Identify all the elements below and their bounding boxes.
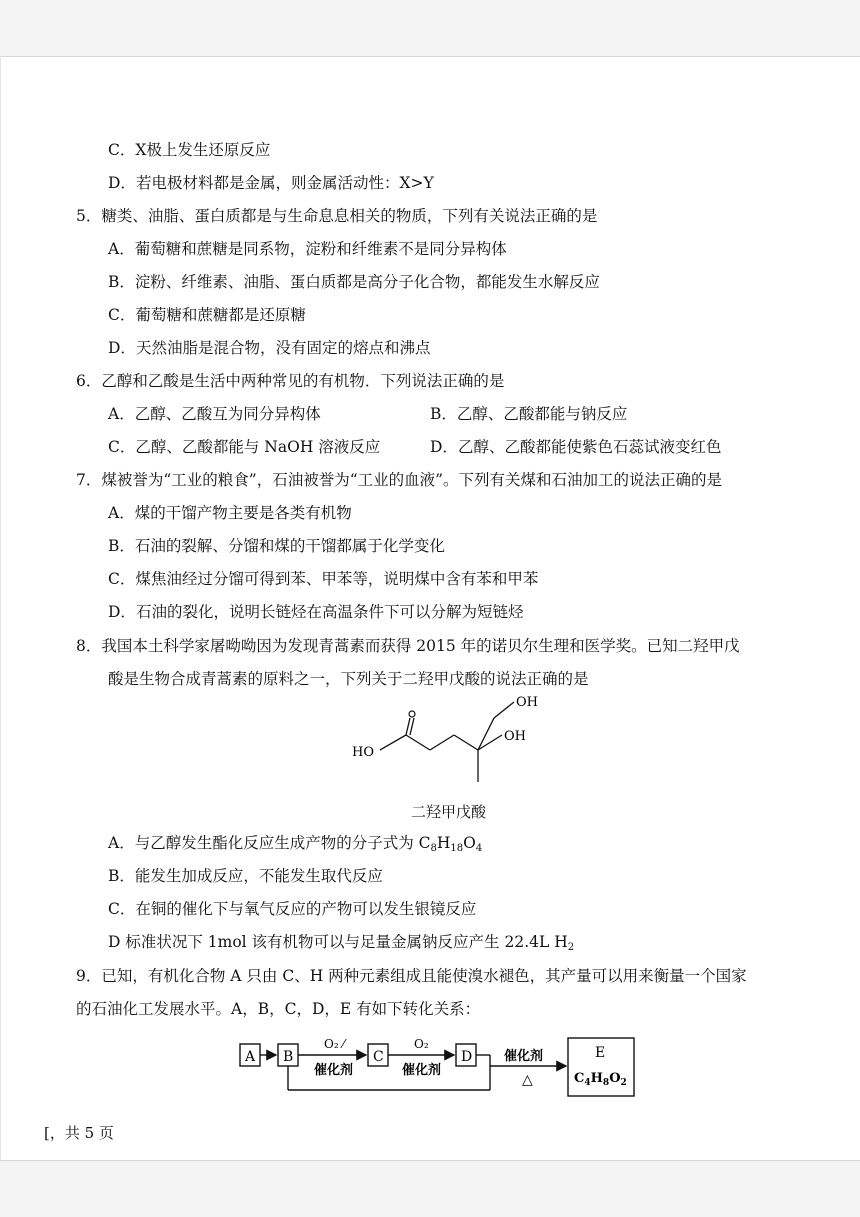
- o2-label-2: O₂: [414, 1037, 429, 1051]
- top-margin-band: [0, 0, 860, 57]
- molecule-structure: [350, 690, 550, 794]
- q7-option-c: C．煤焦油经过分馏可得到苯、甲苯等，说明煤中含有苯和甲苯: [108, 570, 539, 588]
- bottom-margin-band: [0, 1160, 860, 1217]
- q8-option-c: C．在铜的催化下与氧气反应的产物可以发生银镜反应: [108, 900, 477, 918]
- q5-option-d: D．天然油脂是混合物，没有固定的熔点和沸点: [108, 339, 431, 357]
- q8-option-d: D 标准状况下 1mol 该有机物可以与足量金属钠反应产生 22.4L $H_2$: [108, 933, 575, 953]
- q4-option-c: C．X极上发生还原反应: [108, 141, 271, 159]
- q6-option-d: D．乙醇、乙酸都能使紫色石蕊试液变红色: [430, 438, 722, 456]
- q9-stem-line1: 9．已知，有机化合物 A 只由 C、H 两种元素组成且能使溴水褪色，其产量可以用来衡量一个国家: [76, 967, 747, 985]
- label-a: A: [245, 1049, 256, 1065]
- q4-option-d: D．若电极材料都是金属，则金属活动性：X>Y: [108, 174, 434, 192]
- ho-label: HO: [352, 745, 374, 760]
- q5-option-c: C．葡萄糖和蔗糖都是还原糖: [108, 306, 306, 324]
- q5-stem: 5．糖类、油脂、蛋白质都是与生命息息相关的物质，下列有关说法正确的是: [76, 207, 598, 225]
- catalyst-label-2: 催化剂: [402, 1063, 442, 1078]
- q7-option-b: B．石油的裂解、分馏和煤的干馏都属于化学变化: [108, 537, 445, 555]
- label-b: B: [283, 1049, 294, 1065]
- q5-option-b: B．淀粉、纤维素、油脂、蛋白质都是高分子化合物，都能发生水解反应: [108, 273, 600, 291]
- oh-top-label: OH: [516, 695, 538, 710]
- q8-option-b: B．能发生加成反应，不能发生取代反应: [108, 867, 383, 885]
- q7-stem: 7．煤被誉为“工业的粮食”，石油被誉为“工业的血液”。下列有关煤和石油加工的说法正确的是: [76, 471, 723, 489]
- q6-option-c: C．乙醇、乙酸都能与 NaOH 溶液反应: [108, 438, 381, 456]
- q8-option-a: A．与乙醇发生酯化反应生成产物的分子式为 $C_8H_{18}O_4$: [108, 834, 483, 854]
- q8-stem-line2: 酸是生物合成青蒿素的原料之一，下列关于二羟甲戊酸的说法正确的是: [108, 670, 589, 688]
- q6-option-b: B．乙醇、乙酸都能与钠反应: [430, 405, 628, 423]
- q6-stem: 6．乙醇和乙酸是生活中两种常见的有机物．下列说法正确的是: [76, 372, 505, 390]
- q9-stem-line2: 的石油化工发展水平。A，B，C，D，E 有如下转化关系：: [76, 1000, 481, 1018]
- oh-mid-label: OH: [504, 729, 526, 744]
- catalyst-label-3: 催化剂: [504, 1049, 544, 1064]
- conversion-diagram: [232, 1030, 642, 1104]
- label-e: E: [595, 1045, 606, 1061]
- catalyst-label-1: 催化剂: [314, 1063, 354, 1078]
- label-d: D: [461, 1049, 473, 1065]
- q7-option-a: A．煤的干馏产物主要是各类有机物: [108, 504, 352, 522]
- heat-label: △: [522, 1072, 533, 1088]
- e-formula: $C_4H_8O_2$: [574, 1071, 627, 1088]
- q8-stem-line1: 8．我国本土科学家屠呦呦因为发现青蒿素而获得 2015 年的诺贝尔生理和医学奖。已知二羟甲戊: [76, 637, 740, 655]
- q7-option-d: D．石油的裂化，说明长链烃在高温条件下可以分解为短链烃: [108, 603, 524, 621]
- q6-option-a: A．乙醇、乙酸互为同分异构体: [108, 405, 321, 423]
- molecule-name: 二羟甲戊酸: [411, 803, 487, 821]
- o2-label-1: O₂ ⁄: [324, 1037, 345, 1051]
- page-footer: [，共 5 页: [44, 1124, 114, 1142]
- q5-option-a: A．葡萄糖和蔗糖是同系物，淀粉和纤维素不是同分异构体: [108, 240, 507, 258]
- label-c: C: [373, 1049, 384, 1065]
